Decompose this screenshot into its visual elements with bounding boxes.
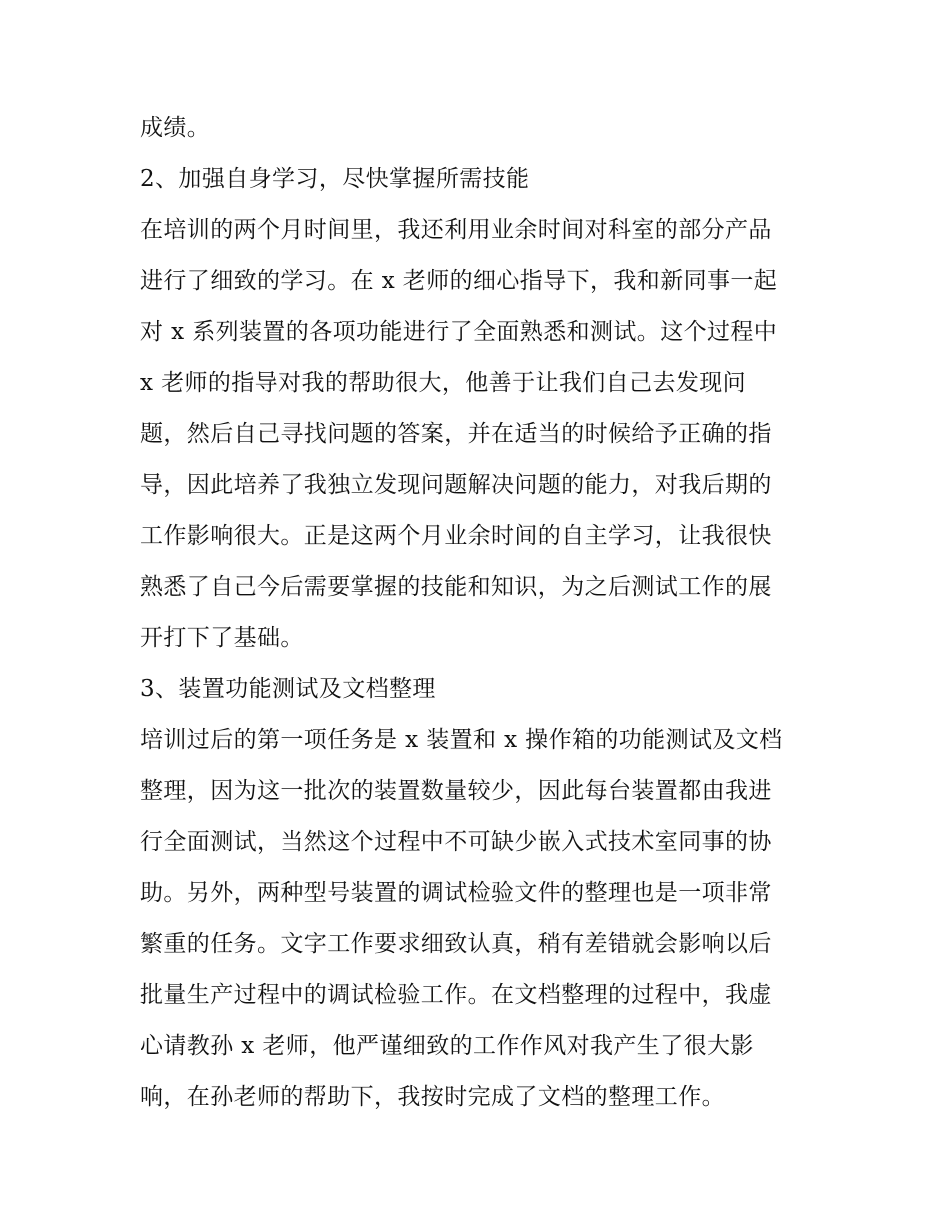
text-line: 成绩。 bbox=[140, 115, 211, 141]
text-line: 响，在孙老师的帮助下，我按时完成了文档的整理工作。 bbox=[140, 1084, 725, 1110]
text-line: 导，因此培养了我独立发现问题解决问题的能力，对我后期的 bbox=[140, 472, 772, 498]
text-line: 行全面测试，当然这个过程中不可缺少嵌入式技术室同事的协 bbox=[140, 829, 772, 855]
text-line: 工作影响很大。正是这两个月业余时间的自主学习，让我很快 bbox=[140, 523, 772, 549]
text-line: 熟悉了自己今后需要掌握的技能和知识，为之后测试工作的展 bbox=[140, 574, 772, 600]
text-line: 培训过后的第一项任务是 x 装置和 x 操作箱的功能测试及文档 bbox=[140, 727, 783, 753]
text-line: 繁重的任务。文字工作要求细致认真，稍有差错就会影响以后 bbox=[140, 931, 772, 957]
text-line: 对 x 系列装置的各项功能进行了全面熟悉和测试。这个过程中 bbox=[140, 319, 778, 345]
text-line: 整理，因为这一批次的装置数量较少，因此每台装置都由我进 bbox=[140, 778, 772, 804]
text-line: 题，然后自己寻找问题的答案，并在适当的时候给予正确的指 bbox=[140, 421, 772, 447]
text-line: 批量生产过程中的调试检验工作。在文档整理的过程中，我虚 bbox=[140, 982, 772, 1008]
text-line: 助。另外，两种型号装置的调试检验文件的整理也是一项非常 bbox=[140, 880, 772, 906]
document-body bbox=[140, 103, 820, 1123]
text-line: 进行了细致的学习。在 x 老师的细心指导下，我和新同事一起 bbox=[140, 268, 778, 294]
text-line: 开打下了基础。 bbox=[140, 625, 304, 651]
text-line: x 老师的指导对我的帮助很大，他善于让我们自己去发现问 bbox=[140, 370, 747, 396]
text-line: 在培训的两个月时间里，我还利用业余时间对科室的部分产品 bbox=[140, 217, 772, 243]
text-line: 心请教孙 x 老师，他严谨细致的工作作风对我产生了很大影 bbox=[140, 1033, 754, 1059]
section-heading: 2、加强自身学习，尽快掌握所需技能 bbox=[140, 166, 530, 192]
section-heading: 3、装置功能测试及文档整理 bbox=[140, 676, 436, 702]
